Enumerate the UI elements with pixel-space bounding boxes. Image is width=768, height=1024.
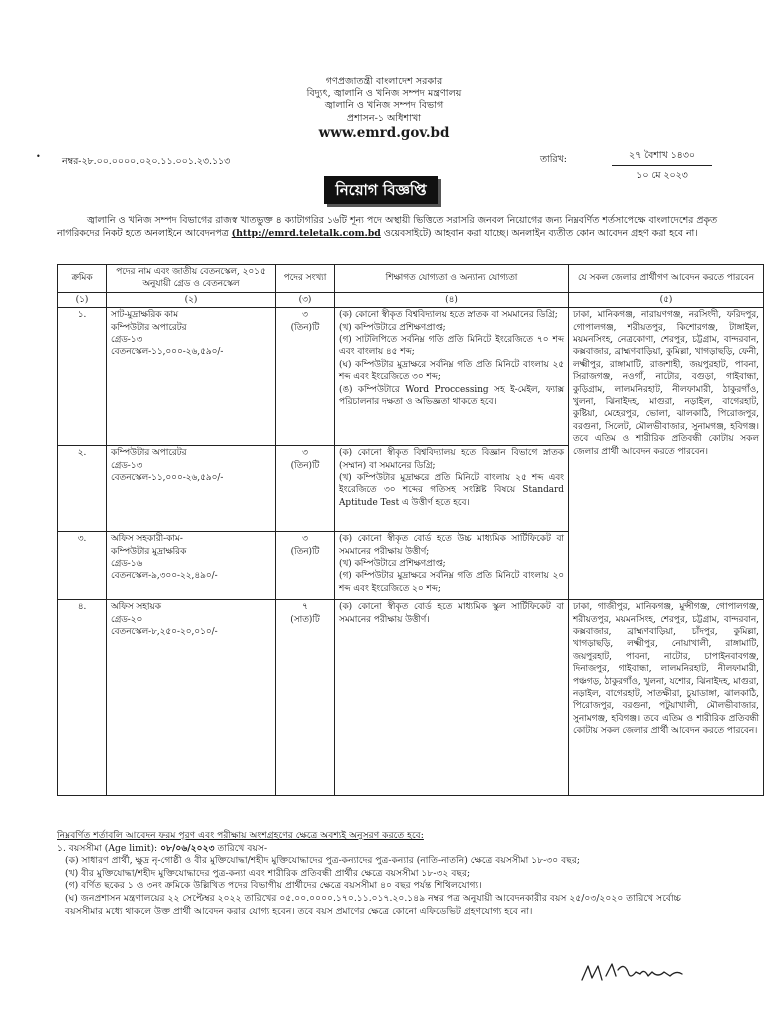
qualification-item: (খ) কম্পিউটারে প্রশিক্ষণপ্রাপ্ত;: [339, 559, 446, 570]
age-limit-date: ০৮/০৬/২০২৩: [160, 842, 215, 854]
post-line: সাট-মুদ্রাক্ষরিক কাম: [111, 310, 179, 321]
count-words: (সাত)টি: [290, 614, 320, 625]
table-row: [58, 308, 764, 446]
row-count: [276, 308, 335, 446]
post-line: বেতনস্কেল-৮,২৫০-২০,০১০/-: [111, 627, 218, 638]
date-bangla: ২৭ বৈশাখ ১৪৩০: [612, 148, 712, 166]
condition-item: (ক) সাধারণ প্রার্থী, ক্ষুদ্র নৃ-গোষ্ঠী ও বীর মুক্তিযোদ্ধা/শহীদ মুক্তিযোদ্ধাদের পুত্র-কন্যাদের পুত্র-কন্যার (নাতি-নাতনি) ক্ষেত্রে বয়সসীমা ১৮-৩০ বছর;: [65, 855, 580, 867]
post-line: বেতনস্কেল-১১,০০০-২৬,৫৯০/-: [111, 473, 224, 484]
row-qualifications: [335, 600, 569, 796]
post-line: কম্পিউটার মুদ্রাক্ষরিক: [111, 546, 187, 557]
districts-row-4: ঢাকা, গাজীপুর, মানিকগঞ্জ, মুন্সীগঞ্জ, গোপালগঞ্জ, শরীয়তপুর, ময়মনসিংহ, শেরপুর, চট্টগ্রাম, বান্দরবান, কক্সবাজার, ব্রাহ্মণবাড়িয়া, চাঁদপুর, কুমিল্লা, খাগড়াছড়ি, লক্ষ্মীপুর, নোয়াখালী, রাঙ্গামাটি, জয়পুরহাট, পাবনা, নাটোর, চাপাইনবাবগঞ্জ, দিনাজপুর, গাইবান্ধা, লালমনিরহাট, নীলফামারী, পঞ্চগড়, ঠাকুরগাঁও, খুলনা, যশোর, ঝিনাইদহ, মাগুরা, নড়াইল, বাগেরহাট, সাতক্ষীরা, চুয়াডাঙ্গা, ঝালকাঠি, পিরোজপুর, বরগুনা, পটুয়াখালী, মৌলভীবাজার, সুনামগঞ্জ, হবিগঞ্জ। তবে এতিম ও শারীরিক প্রতিবন্ধী কোটায় সকল জেলার প্রার্থী আবেদন করতে পারবেন।: [569, 600, 764, 796]
memo-number: নম্বর-২৮.০০.০০০০.০২০.১১.০০১.২৩.১১৩: [62, 156, 231, 167]
qualification-item: (গ) সাটলিপিতে সর্বনিম্ন গতি প্রতি মিনিটে ইংরেজিতে ৭০ শব্দ এবং বাংলায় ৪৫ শব্দ;: [339, 335, 564, 358]
branch-line: প্রশাসন-১ অধিশাখা: [346, 112, 422, 124]
row-qualifications: [335, 308, 569, 446]
qualification-item: (ক) কোনো স্বীকৃত বোর্ড হতে উচ্চ মাধ্যমিক সার্টিফিকেট বা সমমানের পরীক্ষায় উত্তীর্ণ;: [339, 534, 564, 557]
age-limit-suffix: তারিখে বয়স-: [217, 842, 268, 854]
post-line: অফিস সহায়ক: [111, 602, 161, 613]
qualification-item: (খ) কম্পিউটার মুদ্রাক্ষরে প্রতি মিনিটে বাংলায় ২৫ শব্দ এবং ইংরেজিতে ৩০ শব্দের গতিসহ সংশ্লিষ্ট বিষয়ে Standard Aptitude Test এ উত্তীর্ণ হতে হবে।: [339, 473, 564, 508]
post-line: বেতনস্কেল-৯,৩০০-২২,৪৯০/-: [111, 571, 218, 582]
vacancy-table: [57, 264, 764, 796]
column-number-row: [58, 292, 764, 307]
count-number: ৭: [302, 602, 308, 613]
post-line: গ্রেড-১৬: [111, 559, 143, 570]
post-line: গ্রেড-১৩: [111, 460, 143, 471]
table-header-row: [58, 265, 764, 293]
row-post: [107, 532, 276, 600]
intro-url: (http://emrd.teletalk.com.bd: [231, 228, 381, 239]
margin-bullet: •: [36, 152, 41, 161]
date-english: ১০ মে ২০২৩: [636, 170, 688, 181]
row-serial: ৩.: [58, 532, 107, 600]
handwritten-signature: [578, 958, 688, 988]
date-box: [612, 148, 712, 183]
post-line: কম্পিউটার অপারেটর: [111, 322, 187, 333]
row-count: [276, 446, 335, 532]
row-post: [107, 308, 276, 446]
condition-item: (গ) বর্ণিত ছকের ১ ও ৩নং ক্রমিকে উল্লিখিত পদের বিভাগীয় প্রার্থীদের ক্ষেত্রে বয়সসীমা ৪০ বছর পর্যন্ত শিথিলযোগ্য।: [65, 880, 482, 892]
date-label: তারিখ:: [540, 154, 567, 165]
condition-item: (খ) বীর মুক্তিযোদ্ধা/শহীদ মুক্তিযোদ্ধাদের পুত্র-কন্যা এবং শারীরিক প্রতিবন্ধী প্রার্থীর ক্ষেত্রে বয়সসীমা ১৮-৩২ বছর;: [65, 867, 471, 879]
intro-part1: জ্বালানি ও খনিজ সম্পদ বিভাগের রাজস্ব খাতভুক্ত ৪ ক্যাটাগরির ১৬টি শূন্য পদে অস্থায়ী ভিত্তিতে সরাসরি জনবল নিয়োগের জন্য নিম্নবর্ণিত শর্তসাপেক্ষে বাংলাদেশের প্রকৃত নাগরিকদের নিকট হতে অনলাইনে আবেদনপত্র: [57, 215, 717, 239]
conditions-section: [57, 830, 722, 918]
row-count: [276, 600, 335, 796]
conditions-heading: নিম্নবর্ণিত শর্তাবলি আবেদন ফরম পূরণ এবং পরীক্ষায় অংশগ্রহণের ক্ষেত্রে অবশ্যই অনুসরণ করতে হবে:: [57, 830, 424, 841]
count-words: (তিন)টি: [290, 460, 320, 471]
qualification-item: (ক) কোনো স্বীকৃত বিশ্ববিদ্যালয় হতে স্নাতক বা সমমানের ডিগ্রি;: [339, 310, 558, 321]
post-line: গ্রেড-২০: [111, 614, 143, 625]
header-serial: ক্রমিক: [58, 265, 107, 293]
website: www.emrd.gov.bd: [318, 124, 450, 141]
post-line: বেতনস্কেল-১১,০০০-২৬,৫৯০/-: [111, 347, 224, 358]
letterhead: [0, 76, 768, 142]
row-serial: ১.: [58, 308, 107, 446]
post-line: অফিস সহকারী-কাম-: [111, 534, 183, 545]
count-number: ৩: [302, 310, 308, 321]
count-number: ৩: [302, 534, 308, 545]
qualification-item: (খ) কম্পিউটারে প্রশিক্ষণপ্রাপ্ত;: [339, 322, 446, 333]
col-num-1: (১): [58, 292, 107, 307]
row-serial: ২.: [58, 446, 107, 532]
ministry-line: বিদ্যুৎ, জ্বালানি ও খনিজ সম্পদ মন্ত্রণালয়: [306, 88, 462, 100]
col-num-3: (৩): [276, 292, 335, 307]
count-words: (তিন)টি: [290, 322, 320, 333]
header-post: পদের নাম এবং জাতীয় বেতনস্কেল, ২০১৫ অনুযায়ী গ্রেড ও বেতনস্কেল: [107, 265, 276, 293]
notice-title: নিয়োগ বিজ্ঞপ্তি: [324, 176, 438, 204]
qualification-item: (গ) কম্পিউটার মুদ্রাক্ষরে সর্বনিম্ন গতি প্রতি মিনিটে বাংলায় ২০ শব্দ এবং ইংরেজিতে ২০ শব্দ;: [339, 571, 564, 594]
memo-row: [62, 148, 712, 181]
post-line: কম্পিউটার অপারেটর: [111, 448, 187, 459]
row-post: [107, 600, 276, 796]
header-districts: যে সকল জেলার প্রার্থীগণ আবেদন করতে পারবেন: [569, 265, 764, 293]
gov-line: গণপ্রজাতন্ত্রী বাংলাদেশ সরকার: [325, 76, 443, 87]
count-words: (তিন)টি: [290, 546, 320, 557]
qualification-item: (ঘ) কম্পিউটার মুদ্রাক্ষরে সর্বনিম্ন গতি প্রতি মিনিটে বাংলায় ২৫ শব্দ এবং ইংরেজিতে ৩০ শব্দ;: [339, 359, 564, 383]
col-num-4: (৪): [335, 292, 569, 307]
intro-paragraph: [57, 214, 717, 240]
col-num-5: (৫): [569, 292, 764, 307]
post-line: গ্রেড-১৩: [111, 335, 143, 346]
qualification-item: (ক) কোনো স্বীকৃত বোর্ড হতে মাধ্যমিক স্কুল সার্টিফিকেট বা সমমানের পরীক্ষায় উত্তীর্ণ।: [339, 602, 564, 625]
intro-part2: ওয়েবসাইটে) আহবান করা যাচ্ছে। অনলাইন ব্যতীত কোন আবেদন গ্রহণ করা হবে না।: [383, 228, 698, 239]
qualification-item: (ক) কোনো স্বীকৃত বিশ্ববিদ্যালয় হতে বিজ্ঞান বিভাগে স্নাতক (সম্মান) বা সমমানের ডিগ্রি;: [339, 448, 564, 471]
age-limit-label: ১. বয়সসীমা (Age limit):: [57, 842, 158, 854]
qualification-item: (ঙ) কম্পিউটারে Word Proccessing সহ ই-মেইল, ফ্যাক্স পরিচালনার দক্ষতা ও অভিজ্ঞতা থাকতে হবে।: [339, 384, 564, 408]
row-count: [276, 532, 335, 600]
row-post: [107, 446, 276, 532]
division-line: জ্বালানি ও খনিজ সম্পদ বিভাগ: [324, 100, 444, 112]
condition-item: (ঘ) জনপ্রশাসন মন্ত্রণালয়ের ২২ সেপ্টেম্বর ২০২২ তারিখের ০৫.০০.০০০০.১৭০.১১.০১৭.২০.১৪৯ নম্বর পত্র অনুযায়ী আবেদনকারীর বয়স ২৫/০৩/২০২০ তারিখে সর্বোচ্চ বয়সসীমার মধ্যে থাকলে উক্ত প্রার্থী আবেদন করার যোগ্য হবেন। তবে বয়স প্রমাণের ক্ষেত্রে কোনো এফিডেভিট গ্রহণযোগ্য হবে না।: [65, 892, 682, 917]
col-num-2: (২): [107, 292, 276, 307]
count-number: ৩: [302, 448, 308, 459]
table-row: [58, 600, 764, 796]
header-qualification: শিক্ষাগত যোগ্যতা ও অন্যান্য যোগ্যতা: [335, 265, 569, 293]
row-serial: ৪.: [58, 600, 107, 796]
row-qualifications: [335, 532, 569, 600]
row-qualifications: [335, 446, 569, 532]
districts-rows-1-3: ঢাকা, মানিকগঞ্জ, নারায়ণগঞ্জ, নরসিংদী, ফরিদপুর, গোপালগঞ্জ, শরীয়তপুর, কিশোরগঞ্জ, টাঙ্গাইল, ময়মনসিংহ, নেত্রকোণা, শেরপুর, চট্টগ্রাম, বান্দরবান, কক্সবাজার, ব্রাহ্মণবাড়িয়া, কুমিল্লা, খাগড়াছড়ি, ফেনী, লক্ষ্মীপুর, রাঙ্গামাটি, রাজশাহী, জয়পুরহাট, পাবনা, সিরাজগঞ্জ, নওগাঁ, নাটোর, বগুড়া, গাইবান্ধা, কুড়িগ্রাম, লালমনিরহাট, নীলফামারী, ঠাকুরগাঁও, খুলনা, ঝিনাইদহ, মাগুরা, নড়াইল, বাগেরহাট, কুষ্টিয়া, মেহেরপুর, ভোলা, ঝালকাঠি, পিরোজপুর, বরগুনা, সিলেট, মৌলভীবাজার, সুনামগঞ্জ, হবিগঞ্জ। তবে এতিম ও শারীরিক প্রতিবন্ধী কোটায় সকল জেলার প্রার্থী আবেদন করতে পারবেন।: [569, 308, 764, 600]
header-count: পদের সংখ্যা: [276, 265, 335, 293]
